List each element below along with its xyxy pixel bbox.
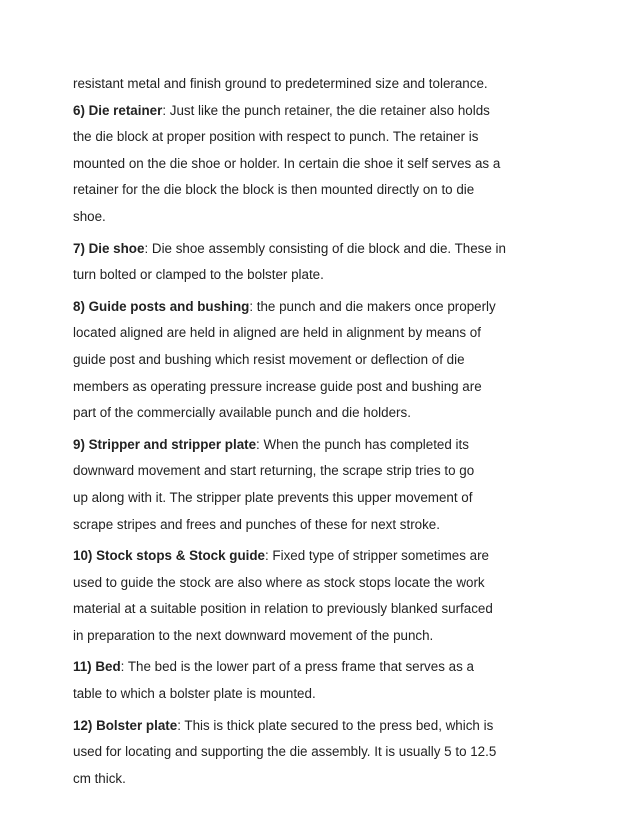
- text-line: part of the commercially available punch and die holders.: [73, 405, 411, 421]
- paragraph-bolster-plate: [73, 713, 573, 793]
- text-line: retainer for the die block the block is then mounted directly on to die: [73, 182, 475, 198]
- definition-text: : the punch and die makers once properly: [249, 298, 496, 314]
- text-line: downward movement and start returning, the scrape strip tries to go: [73, 463, 475, 479]
- text-line: material at a suitable position in relation to previously blanked surfaced: [73, 601, 493, 617]
- text-line: [73, 543, 573, 570]
- term-guide-posts: 8) Guide posts and bushing: [73, 298, 250, 314]
- text-line: table to which a bolster plate is mounted.: [73, 686, 316, 702]
- definition-text: : The bed is the lower part of a press frame that serves as a: [120, 659, 474, 675]
- text-line: used to guide the stock are also where as stock stops locate the work: [73, 574, 485, 590]
- paragraph-guide-posts: [73, 294, 573, 427]
- term-die-shoe: 7) Die shoe: [73, 240, 145, 256]
- text-line: guide post and bushing which resist movement or deflection of die: [73, 351, 465, 367]
- definition-text: : Just like the punch retainer, the die retainer also holds: [162, 102, 490, 118]
- text-line: mounted on the die shoe or holder. In certain die shoe it self serves as a: [73, 155, 501, 171]
- text-line: members as operating pressure increase guide post and bushing are: [73, 378, 482, 394]
- paragraph-stripper: [73, 432, 573, 538]
- term-stripper: 9) Stripper and stripper plate: [73, 436, 257, 452]
- definition-text: : Fixed type of stripper sometimes are: [264, 548, 489, 564]
- text-line: located aligned are held in aligned are held in alignment by means of: [73, 325, 481, 341]
- text-line: [73, 713, 573, 740]
- document-page: [73, 71, 573, 792]
- text-line: resistant metal and finish ground to predetermined size and tolerance.: [73, 76, 488, 91]
- term-bed: 11) Bed: [73, 659, 121, 675]
- definition-text: : This is thick plate secured to the press bed, which is: [177, 717, 494, 733]
- paragraph-die-retainer: [73, 98, 573, 231]
- text-line: [73, 236, 573, 263]
- paragraph-stock-stops: [73, 543, 573, 649]
- term-bolster-plate: 12) Bolster plate: [73, 717, 178, 733]
- definition-text: : When the punch has completed its: [256, 436, 469, 452]
- paragraph-continuation: [73, 71, 573, 98]
- text-line: up along with it. The stripper plate prevents this upper movement of: [73, 489, 473, 505]
- text-line: [73, 98, 573, 125]
- text-line: in preparation to the next downward movement of the punch.: [73, 627, 434, 643]
- term-stock-stops: 10) Stock stops & Stock guide: [73, 548, 265, 564]
- text-line: the die block at proper position with respect to punch. The retainer is: [73, 129, 479, 145]
- paragraph-bed: [73, 654, 573, 707]
- text-line: cm thick.: [73, 770, 126, 786]
- text-line: turn bolted or clamped to the bolster plate.: [73, 267, 324, 283]
- term-die-retainer: 6) Die retainer: [73, 102, 163, 118]
- text-line: [73, 654, 573, 681]
- text-line: used for locating and supporting the die assembly. It is usually 5 to 12.5: [73, 744, 497, 760]
- definition-text: : Die shoe assembly consisting of die block and die. These in: [144, 240, 506, 256]
- text-line: [73, 432, 573, 459]
- text-line: shoe.: [73, 208, 106, 224]
- text-line: scrape stripes and frees and punches of these for next stroke.: [73, 516, 440, 532]
- text-line: [73, 294, 573, 321]
- paragraph-die-shoe: [73, 236, 573, 289]
